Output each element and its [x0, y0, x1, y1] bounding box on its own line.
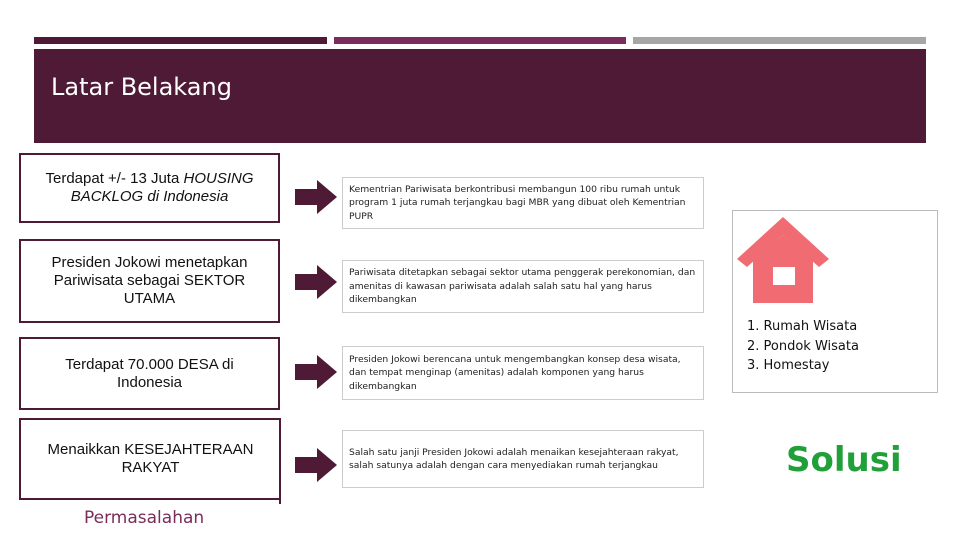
problem-text-3: Terdapat 70.000 DESA di Indonesia	[65, 355, 234, 391]
solution-item: 1. Rumah Wisata	[747, 319, 858, 334]
problem-box-3	[19, 337, 280, 410]
problems-label: Permasalahan	[84, 508, 205, 528]
description-text-2: Pariwisata ditetapkan sebagai sektor utama penggerak perekonomian, dan amenitas di kawasan pariwisata adalah salah satu hal yang harus dikembangkan	[349, 267, 696, 306]
problem-text-4: Menaikkan KESEJAHTERAAN RAKYAT	[47, 441, 254, 476]
top-bar-purple	[334, 37, 626, 44]
right-arrow-icon	[295, 355, 337, 389]
solution-list	[747, 317, 859, 376]
right-arrow-icon	[295, 265, 337, 299]
solution-item: 3. Homestay	[747, 358, 830, 373]
solution-label: Solusi	[786, 440, 902, 480]
right-arrow-icon	[295, 180, 337, 214]
problem-box-2	[19, 239, 280, 323]
description-box-3	[342, 346, 704, 400]
house-icon	[733, 211, 833, 311]
top-bar-dark	[34, 37, 327, 44]
problem-box-4-edge	[279, 418, 281, 504]
description-text-3: Presiden Jokowi berencana untuk mengembangkan konsep desa wisata, dan tempat menginap (amenitas) adalah komponen yang harus dikembangkan	[349, 353, 681, 392]
problem-text-1: Terdapat +/- 13 Juta HOUSING BACKLOG di Indonesia	[45, 170, 254, 205]
description-box-4	[342, 430, 704, 488]
problem-box-1	[19, 153, 280, 223]
problem-text-2: Presiden Jokowi menetapkan Pariwisata sebagai SEKTOR UTAMA	[51, 254, 248, 307]
description-text-1: Kementrian Pariwisata berkontribusi membangun 100 ribu rumah untuk program 1 juta rumah terjangkau bagi MBR yang dibuat oleh Kementrian PUPR	[349, 183, 686, 222]
top-bar-gray	[633, 37, 926, 44]
page-title: Latar Belakang	[51, 73, 232, 101]
problem-box-4	[19, 418, 280, 500]
description-box-1	[342, 177, 704, 229]
description-text-4: Salah satu janji Presiden Jokowi adalah menaikan kesejahteraan rakyat, salah satunya adalah dengan cara menyediakan rumah terjangkau	[349, 446, 679, 471]
solution-item: 2. Pondok Wisata	[747, 338, 859, 354]
description-box-2	[342, 260, 704, 313]
solution-box	[732, 210, 938, 393]
right-arrow-icon	[295, 448, 337, 482]
header-banner	[34, 49, 926, 143]
